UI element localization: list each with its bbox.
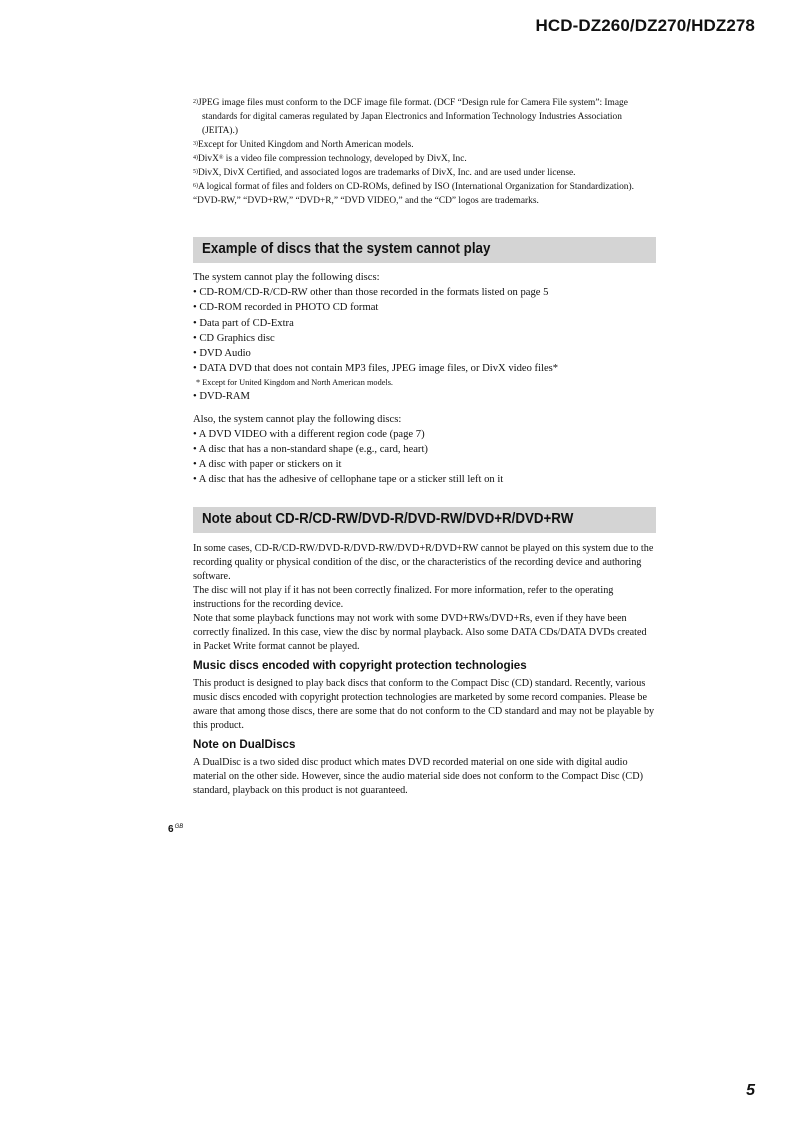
footnote: $^{6)}$A logical format of files and folders on CD-ROMs, defined by ISO (International Organization for Standardization).: [193, 182, 634, 192]
subheading: Note on DualDiscs: [193, 738, 296, 751]
list-item: • DVD Audio: [193, 348, 251, 360]
subheading: Music discs encoded with copyright protection technologies: [193, 659, 527, 672]
list-item: • A DVD VIDEO with a different region code (page 7): [193, 428, 425, 440]
intro-text: The system cannot play the following discs:: [193, 272, 380, 283]
list-item: • DVD-RAM: [193, 391, 250, 403]
page-number: 5: [746, 1082, 755, 1099]
paragraph: The disc will not play if it has not been correctly finalized. For more information, refer to the operating instructions for the recording device.: [193, 585, 614, 610]
footnote: $^{3)}$Except for United Kingdom and North American models.: [193, 140, 414, 150]
list-item: • Data part of CD-Extra: [193, 317, 294, 329]
footnote: $^{4)}$DivX® is a video file compression technology, developed by DivX, Inc.: [193, 154, 467, 164]
list-note: * Except for United Kingdom and North American models.: [196, 378, 394, 388]
section-heading: Example of discs that the system cannot play: [193, 237, 656, 263]
paragraph: In some cases, CD-R/CD-RW/DVD-R/DVD-RW/DVD+R/DVD+RW cannot be played on this system due to the recording quality or physical condition of the disc, or the characteristics of the recording device and authoring software.: [193, 543, 654, 582]
section-heading: Note about CD-R/CD-RW/DVD-R/DVD-RW/DVD+R/DVD+RW: [193, 507, 656, 533]
list-item: • CD Graphics disc: [193, 332, 275, 344]
footnote: $^{5)}$DivX, DivX Certified, and associated logos are trademarks of DivX, Inc. and are used under license.: [193, 168, 576, 178]
paragraph: This product is designed to play back discs that conform to the Compact Disc (CD) standard. Recently, various music discs encoded with copyright protection technologies are marketed by some record companies. Please be aware that among those discs, there are some that do not conform to the CD standard and may not be playable by this product.: [193, 678, 655, 731]
source-page-ref: $6^{GB}$: [168, 824, 184, 835]
trademark-note: “DVD-RW,” “DVD+RW,” “DVD+R,” “DVD VIDEO,” and the “CD” logos are trademarks.: [193, 196, 539, 206]
list-item: • A disc that has the adhesive of cellophane tape or a sticker still left on it: [193, 474, 504, 486]
list-item: • DATA DVD that does not contain MP3 files, JPEG image files, or DivX video files*: [193, 363, 559, 375]
recordable-discs-note: [193, 542, 657, 798]
intro-text: Also, the system cannot play the following discs:: [193, 413, 402, 425]
paragraph: A DualDisc is a two sided disc product which mates DVD recorded material on one side with digital audio material on the other side. However, since the audio material side does not conform to the Compact Disc (CD) standard, playback on this product is not guaranteed.: [193, 757, 643, 796]
list-item: • CD-ROM recorded in PHOTO CD format: [193, 302, 379, 314]
list-item: • A disc that has a non-standard shape (e.g., card, heart): [193, 444, 428, 456]
footnotes: [193, 96, 657, 208]
list-item: • CD-ROM/CD-R/CD-RW other than those recorded in the formats listed on page 5: [193, 287, 549, 299]
footnote: $^{2)}$JPEG image files must conform to the DCF image file format. (DCF “Design rule for Camera File system”: Image standards for digital cameras regulated by Japan Electronics and Information Technology Industries Association (JEITA).): [193, 98, 628, 136]
paragraph: Note that some playback functions may not work with some DVD+RWs/DVD+Rs, even if they have been correctly finalized. In this case, view the disc by normal playback. Also some DATA CDs/DATA DVDs created in Packet Write format cannot be played.: [193, 613, 647, 652]
unplayable-discs: [193, 270, 657, 488]
model-number: HCD-DZ260/DZ270/HDZ278: [535, 16, 755, 35]
list-item: • A disc with paper or stickers on it: [193, 459, 342, 471]
